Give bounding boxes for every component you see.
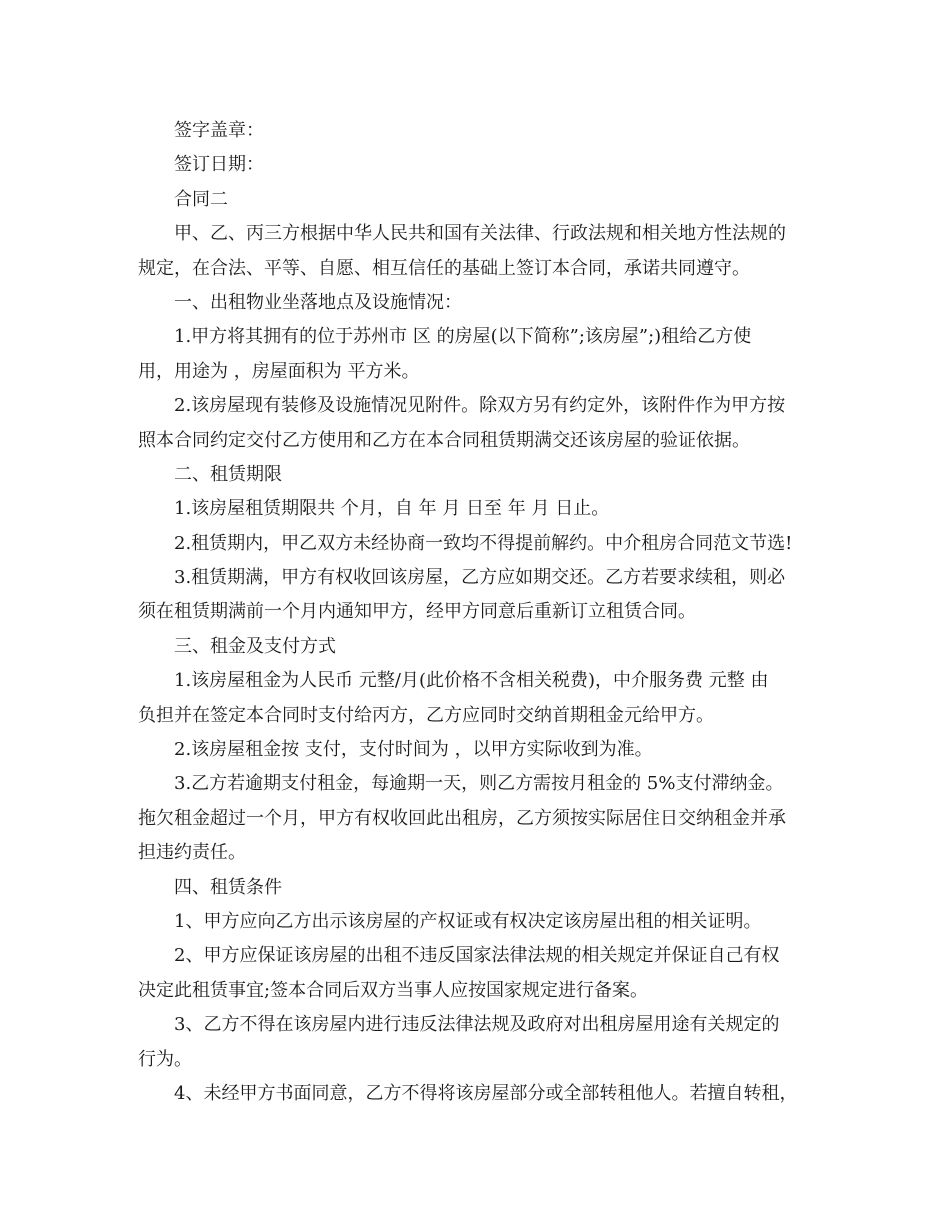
- text-line: 2.租赁期内，甲乙双方未经协商一致均不得提前解约。中介租房合同范文节选!: [174, 532, 793, 554]
- text-line: 拖欠租金超过一个月，甲方有权收回此出租房，乙方须按实际居住日交纳租金并承: [138, 807, 786, 829]
- section-title: 合同二: [174, 188, 228, 210]
- text-line: 1.该房屋租赁期限共 个月，自 年 月 日至 年 月 日止。: [174, 498, 610, 520]
- text-line: 1.甲方将其拥有的位于苏州市 区 的房屋(以下简称”;该房屋”;)租给乙方使: [174, 326, 752, 348]
- section-heading: 一、出租物业坐落地点及设施情况：: [174, 291, 462, 313]
- text-line: 1.该房屋租金为人民币 元整/月(此价格不含相关税费)，中介服务费 元整 由: [174, 670, 769, 692]
- text-line: 签订日期：: [174, 154, 264, 176]
- text-line: 3.租赁期满，甲方有权收回该房屋，乙方应如期交还。乙方若要求续租，则必: [174, 567, 786, 589]
- text-line: 甲、乙、丙三方根据中华人民共和国有关法律、行政法规和相关地方性法规的: [174, 223, 786, 245]
- text-line: 2.该房屋租金按 支付，支付时间为 ，以甲方实际收到为准。: [174, 739, 653, 761]
- text-line: 用，用途为 ，房屋面积为 平方米。: [138, 360, 420, 382]
- text-line: 规定，在合法、平等、自愿、相互信任的基础上签订本合同，承诺共同遵守。: [138, 257, 750, 279]
- text-line: 3.乙方若逾期支付租金，每逾期一天，则乙方需按月租金的 5%支付滞纳金。: [174, 773, 784, 795]
- text-line: 1、甲方应向乙方出示该房屋的产权证或有权决定该房屋出租的相关证明。: [174, 910, 762, 932]
- text-line: 4、未经甲方书面同意，乙方不得将该房屋部分或全部转租他人。若擅自转租，: [174, 1082, 798, 1104]
- section-heading: 二、租赁期限: [174, 463, 282, 485]
- text-line: 须在租赁期满前一个月内通知甲方，经甲方同意后重新订立租赁合同。: [138, 601, 696, 623]
- text-line: 照本合同约定交付乙方使用和乙方在本合同租赁期满交还该房屋的验证依据。: [138, 429, 750, 451]
- text-line: 决定此租赁事宜;签本合同后双方当事人应按国家规定进行备案。: [138, 979, 649, 1001]
- text-line: 2、甲方应保证该房屋的出租不违反国家法律法规的相关规定并保证自己有权: [174, 945, 780, 967]
- text-line: 签字盖章：: [174, 120, 264, 141]
- section-heading: 三、租金及支付方式: [174, 635, 336, 657]
- text-line: 担违约责任。: [138, 842, 246, 864]
- text-line: 负担并在签定本合同时支付给丙方，乙方应同时交纳首期租金元给甲方。: [138, 704, 714, 726]
- text-line: 2.该房屋现有装修及设施情况见附件。除双方另有约定外，该附件作为甲方按: [174, 395, 786, 417]
- text-line: 3、乙方不得在该房屋内进行违反法律法规及政府对出租房屋用途有关规定的: [174, 1014, 780, 1036]
- document-body: [138, 114, 814, 1111]
- text-line: 行为。: [138, 1048, 192, 1070]
- section-heading: 四、租赁条件: [174, 876, 282, 898]
